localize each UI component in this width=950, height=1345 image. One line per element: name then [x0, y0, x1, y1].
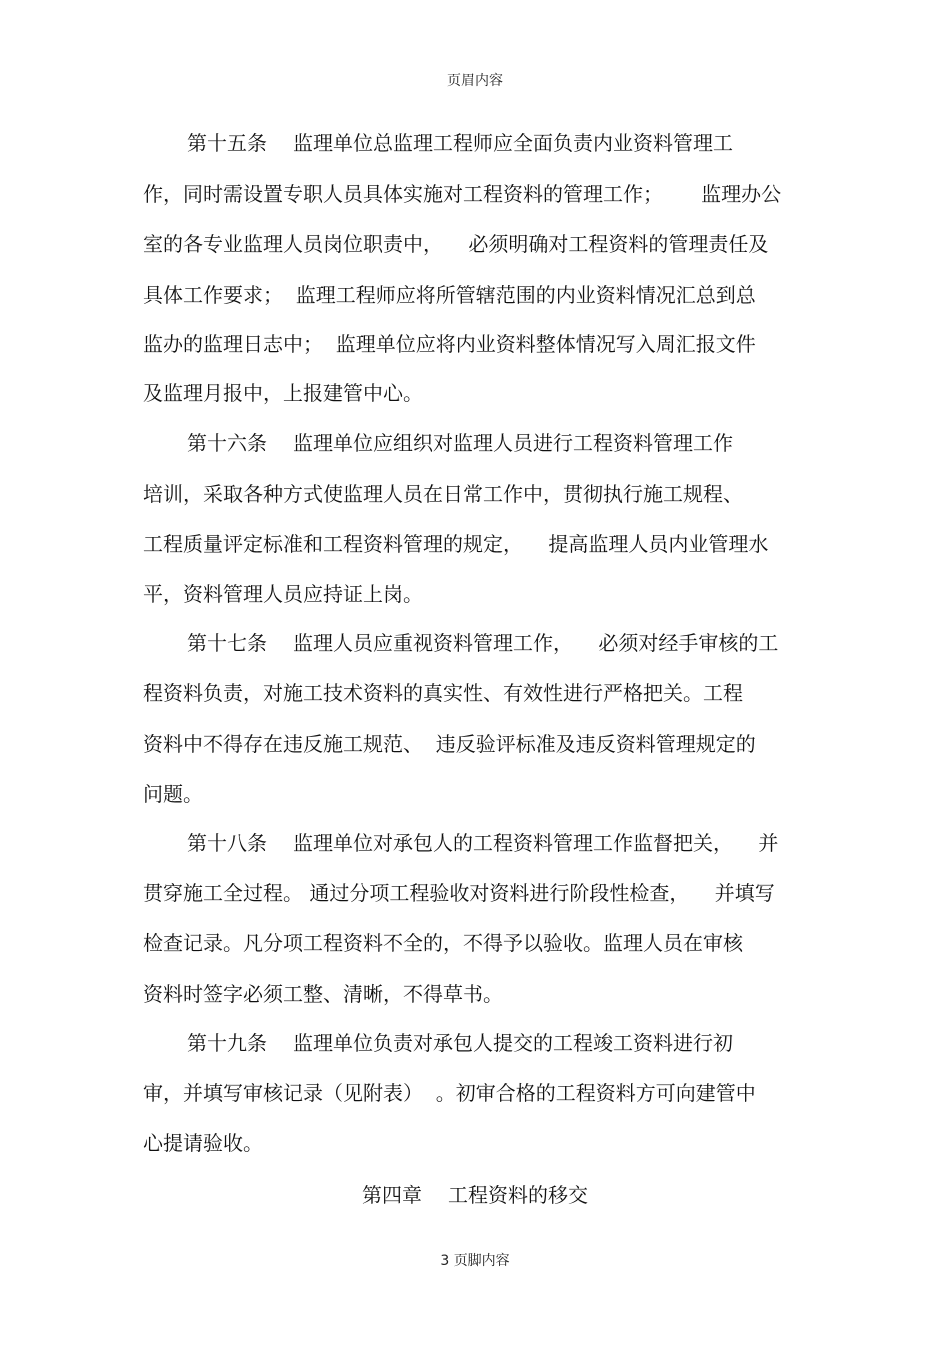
- chapter-number: 第四章: [362, 1183, 422, 1207]
- chapter-title: 工程资料的移交: [448, 1183, 588, 1207]
- article-15-line-1: 监理单位总监理工程师应全面负责内业资料管理工: [293, 131, 733, 155]
- article-18-line-3: 检查记录。凡分项工程资料不全的，不得予以验收。监理人员在审核: [143, 931, 743, 955]
- article-18-number: 第十八条: [187, 831, 267, 855]
- article-16-number: 第十六条: [187, 431, 267, 455]
- article-18-line-2: 贯穿施工全过程。 通过分项工程验收对资料进行阶段性检查， 并填写: [143, 881, 775, 905]
- article-19-line-1: 监理单位负责对承包人提交的工程竣工资料进行初: [293, 1031, 733, 1055]
- article-17-first-line: [187, 630, 778, 656]
- article-16-line-2: 培训，采取各种方式使监理人员在日常工作中，贯彻执行施工规程、: [143, 482, 743, 506]
- article-15-line-5: 监办的监理日志中； 监理单位应将内业资料整体情况写入周汇报文件: [143, 332, 756, 356]
- chapter-heading: [0, 1182, 950, 1208]
- article-15-line-3: 室的各专业监理人员岗位职责中， 必须明确对工程资料的管理责任及: [143, 232, 769, 256]
- article-16-first-line: [187, 430, 733, 456]
- article-17-line-4: 问题。: [143, 782, 203, 806]
- article-16-line-4: 平，资料管理人员应持证上岗。: [143, 582, 423, 606]
- article-19-line-2: 审，并填写审核记录（见附表） 。初审合格的工程资料方可向建管中: [143, 1081, 756, 1105]
- page-header: 页眉内容: [447, 73, 503, 89]
- article-17-number: 第十七条: [187, 631, 267, 655]
- article-15-number: 第十五条: [187, 131, 267, 155]
- article-19-first-line: [187, 1030, 733, 1056]
- footer-text: 页脚内容: [453, 1253, 510, 1269]
- article-15-first-line: [187, 130, 733, 156]
- article-15-line-6: 及监理月报中，上报建管中心。: [143, 381, 423, 405]
- article-19-line-3: 心提请验收。: [143, 1131, 263, 1155]
- article-15-line-2: 作，同时需设置专职人员具体实施对工程资料的管理工作； 监理办公: [143, 182, 782, 206]
- footer-page-number: 3: [440, 1253, 450, 1269]
- page-footer: [0, 1250, 950, 1270]
- article-17-line-1: 监理人员应重视资料管理工作， 必须对经手审核的工: [293, 631, 779, 655]
- article-18-line-1: 监理单位对承包人的工程资料管理工作监督把关， 并: [293, 831, 779, 855]
- article-18-line-4: 资料时签字必须工整、清晰，不得草书。: [143, 982, 503, 1006]
- article-16-line-1: 监理单位应组织对监理人员进行工程资料管理工作: [293, 431, 733, 455]
- article-16-line-3: 工程质量评定标准和工程资料管理的规定， 提高监理人员内业管理水: [143, 532, 769, 556]
- article-15-line-4: 具体工作要求； 监理工程师应将所管辖范围的内业资料情况汇总到总: [143, 283, 756, 307]
- article-18-first-line: [187, 830, 778, 856]
- article-19-number: 第十九条: [187, 1031, 267, 1055]
- article-17-line-3: 资料中不得存在违反施工规范、 违反验评标准及违反资料管理规定的: [143, 732, 756, 756]
- article-17-line-2: 程资料负责，对施工技术资料的真实性、有效性进行严格把关。工程: [143, 681, 743, 705]
